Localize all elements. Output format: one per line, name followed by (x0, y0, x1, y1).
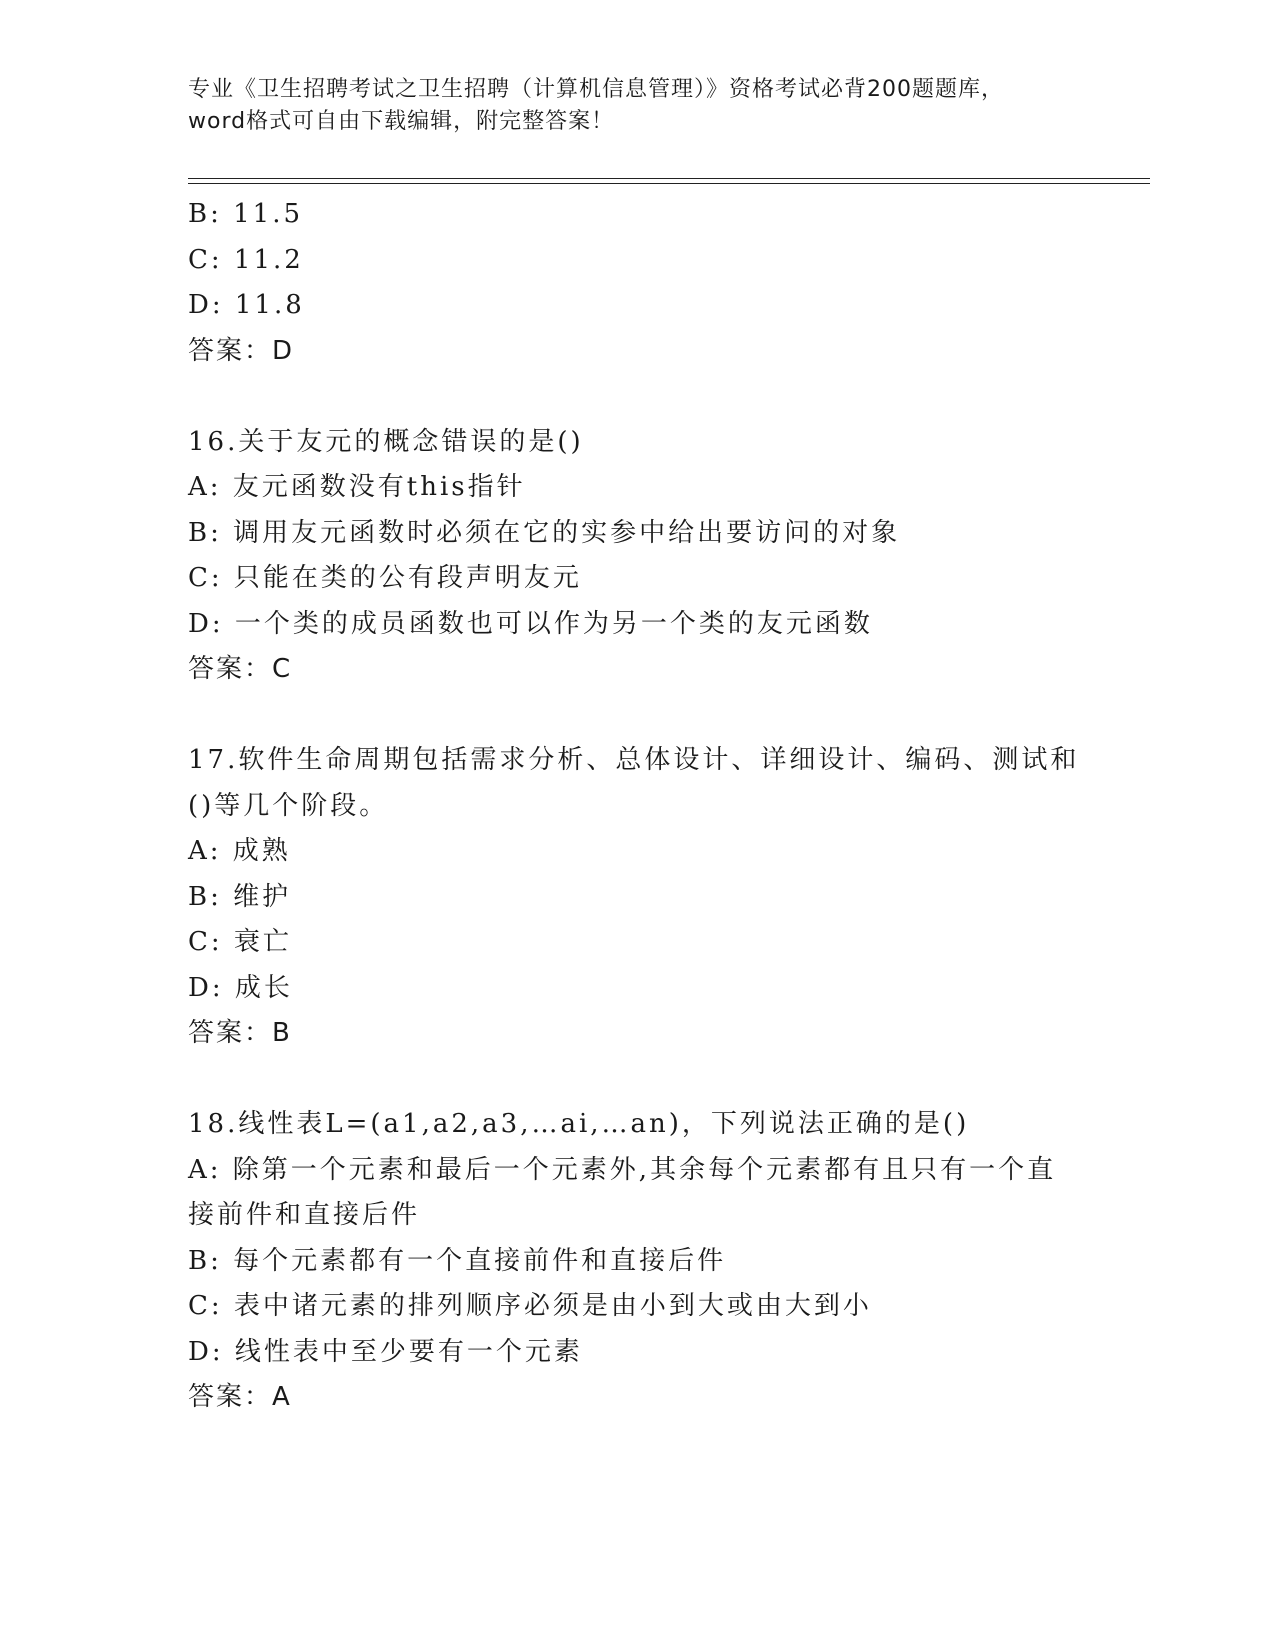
question-16 (188, 420, 1088, 693)
q18-option-a-line-2: 接前件和直接后件 (188, 1200, 421, 1230)
q15-option-d: D: 11.8 (188, 290, 305, 320)
document-header (188, 74, 1088, 138)
q16-option-b: B: 调用友元函数时必须在它的实参中给出要访问的对象 (188, 517, 901, 548)
q17-option-d: D: 成长 (188, 972, 293, 1003)
q17-option-c: C: 衰亡 (188, 927, 292, 957)
header-divider (188, 178, 1150, 184)
q18-option-c: C: 表中诸元素的排列顺序必须是由小到大或由大到小 (188, 1291, 872, 1321)
question-15 (188, 192, 1088, 374)
q16-option-d: D: 一个类的成员函数也可以作为另一个类的友元函数 (188, 608, 873, 639)
q16-answer: 答案：C (188, 654, 293, 684)
q18-question: 18.线性表L=(a1,a2,a3,…ai,…an)，下列说法正确的是() (188, 1109, 970, 1139)
q15-option-c: C: 11.2 (188, 244, 304, 275)
header-line-2: word格式可自由下载编辑，附完整答案！ (188, 109, 615, 134)
q16-option-a: A: 友元函数没有this指针 (188, 472, 526, 502)
q16-option-c: C: 只能在类的公有段声明友元 (188, 563, 582, 593)
q17-answer: 答案：B (188, 1018, 292, 1048)
q15-answer: 答案：D (188, 335, 295, 366)
q17-option-b: B: 维护 (188, 881, 292, 912)
q16-question: 16.关于友元的概念错误的是() (188, 426, 584, 457)
q18-answer: 答案：A (188, 1382, 292, 1412)
q18-option-b: B: 每个元素都有一个直接前件和直接后件 (188, 1245, 727, 1276)
header-line-1: 专业《卫生招聘考试之卫生招聘（计算机信息管理）》资格考试必背200题题库， (188, 77, 1004, 102)
q18-option-a-line-1: A: 除第一个元素和最后一个元素外,其余每个元素都有且只有一个直 (188, 1154, 1057, 1185)
q17-question-line-1: 17.软件生命周期包括需求分析、总体设计、详细设计、编码、测试和 (188, 745, 1080, 775)
spacer (188, 374, 1088, 420)
spacer (188, 1057, 1088, 1103)
q17-option-a: A: 成熟 (188, 836, 291, 866)
question-list (188, 192, 1088, 1421)
q17-question-line-2: ()等几个阶段。 (188, 790, 389, 821)
question-17 (188, 738, 1088, 1057)
question-18 (188, 1102, 1088, 1421)
spacer (188, 693, 1088, 739)
q18-option-d: D: 线性表中至少要有一个元素 (188, 1336, 583, 1367)
q15-option-b: B: 11.5 (188, 199, 304, 229)
